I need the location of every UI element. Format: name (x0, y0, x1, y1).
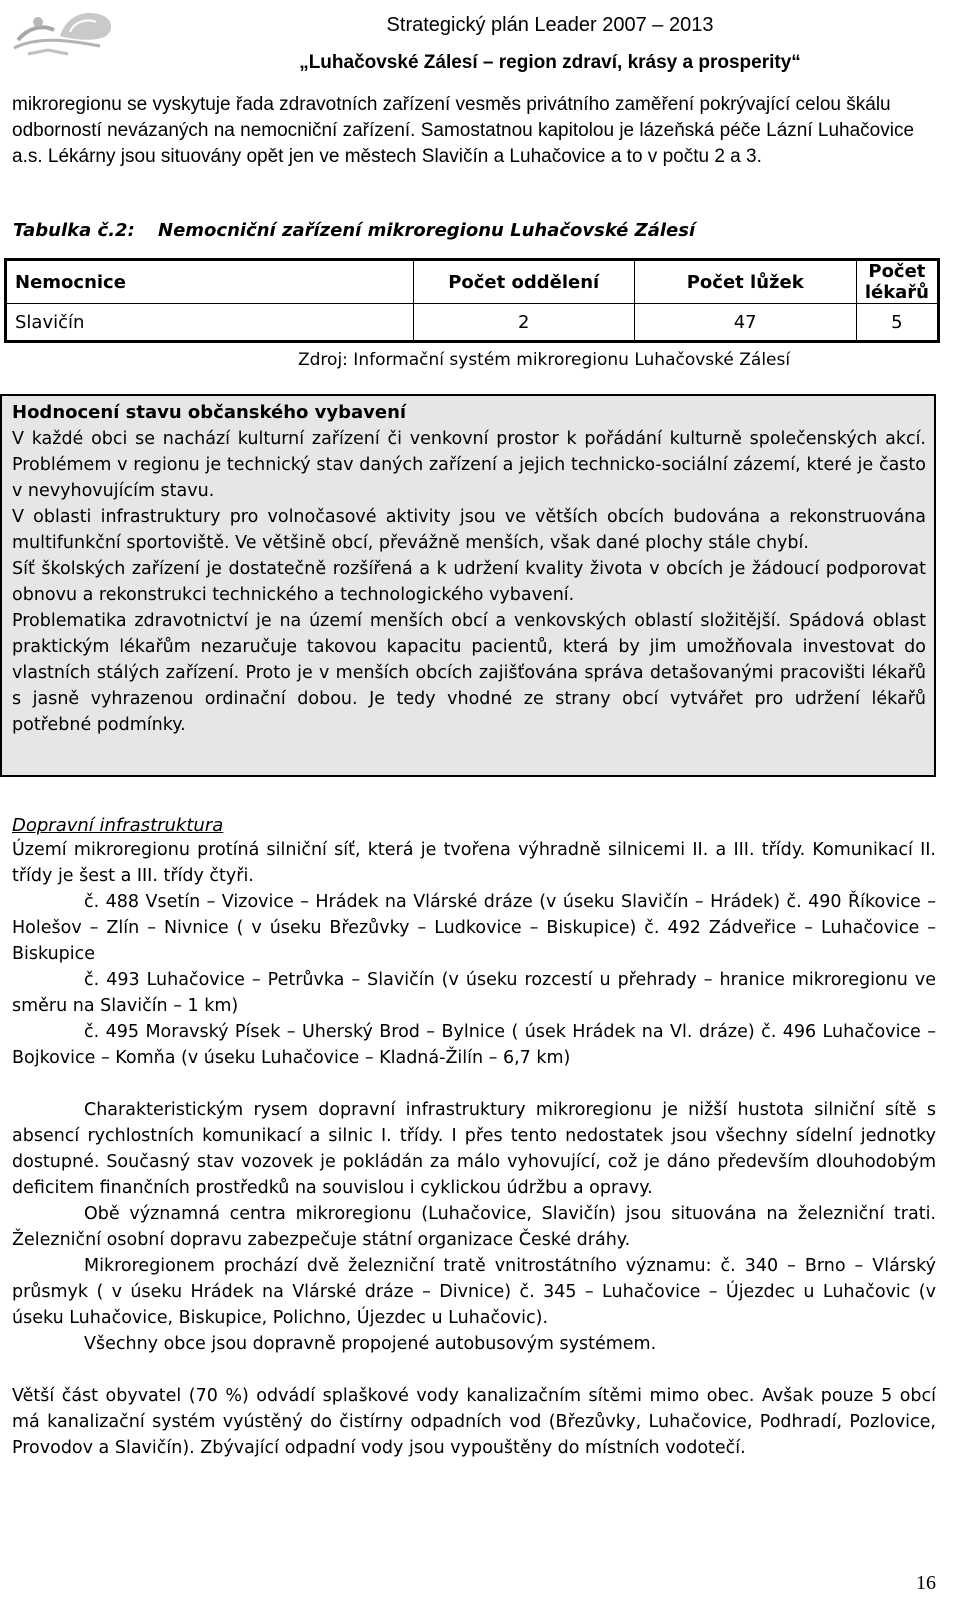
box-paragraph: V každé obci se nachází kulturní zařízení či venkovní prostor k pořádání kulturně společenských akcí. Problémem v regionu je technický stav daných zařízení a jejich technicko-sociální zázemí, které je často v nevyhovujícím stavu. (12, 429, 926, 501)
paragraph: Obě významná centra mikroregionu (Luhačovice, Slavičín) jsou situována na železniční trati. Železniční osobní dopravu zabezpečuje státní organizace České dráhy. (12, 1204, 936, 1250)
box-paragraph: Problematika zdravotnictví je na území menších obcí a venkovských oblastí složitější. Spádová oblast praktickým lékařům nezaručuje takovou kapacitu pacientů, která by jim umožňovala investovat do vlastních stálých zařízení. Proto je v menších obcích zajišťována správa detašovanými pracovišti lékařů s jasně vyhrazenou ordinační dobou. Je tedy vhodné ze strany obcí vytvářet pro udržení lékařů potřebné podmínky. (12, 611, 926, 735)
table-caption-title: Nemocniční zařízení mikroregionu Luhačovské Zálesí (158, 220, 696, 241)
table-header-cell: Počet lůžek (634, 260, 856, 304)
box-paragraph: Síť školských zařízení je dostatečně rozšířená a k udržení kvality života v obcích je žádoucí podporovat obnovu a rekonstrukci technického a technologického vybavení. (12, 559, 926, 605)
section-title-transport: Dopravní infrastruktura (12, 815, 224, 836)
table-caption-label: Tabulka č.2: (13, 220, 135, 241)
table-header-cell: Počet oddělení (413, 260, 634, 304)
table-cell: Slavičín (6, 304, 414, 342)
paragraph: Větší část obyvatel (70 %) odvádí splaškové vody kanalizačním sítěmi mimo obec. Avšak pouze 5 obcí má kanalizační systém vyústěný do čistírny odpadních vod (Březůvky, Luhačovice, Podhradí, Pozlovice, Provodov a Slavičín). Zbývající odpadní vody jsou vypouštěny do místních vodotečí. (12, 1386, 936, 1458)
page-number: 16 (916, 1572, 936, 1594)
header-subtitle: „Luhačovské Zálesí – region zdraví, krásy a prosperity“ (299, 52, 801, 73)
table-cell: 5 (856, 304, 938, 342)
table-row (6, 304, 939, 342)
paragraph: č. 488 Vsetín – Vizovice – Hrádek na Vlárské dráze (v úseku Slavičín – Hrádek) č. 490 Říkovice – Holešov – Zlín – Nivnice ( v úseku Březůvky – Ludkovice – Biskupice) č. 492 Zádveřice – Luhačovice – Biskupice (12, 892, 936, 964)
transport-text (12, 837, 936, 1461)
box-paragraph: V oblasti infrastruktury pro volnočasové aktivity jsou ve větších obcích budována a rekonstruována multifunkční sportoviště. Ve většině obcí, převážně menších, však dané plochy stále chybí. (12, 507, 926, 553)
paragraph: Mikroregionem prochází dvě železniční tratě vnitrostátního významu: č. 340 – Brno – Vlárský průsmyk ( v úseku Hrádek na Vlárské dráze – Divnice) č. 345 – Luhačovice – Újezdec u Luhačovic (v úseku Luhačovice, Biskupice, Polichno, Újezdec u Luhačovic). (12, 1256, 936, 1328)
table-header-row (6, 260, 939, 304)
table-cell: 2 (413, 304, 634, 342)
header-title: Strategický plán Leader 2007 – 2013 (386, 14, 714, 36)
box-title: Hodnocení stavu občanského vybavení (12, 402, 407, 423)
paragraph: Území mikroregionu protíná silniční síť, která je tvořena výhradně silnicemi II. a III. třídy. Komunikací II. třídy je šest a III. třídy čtyři. (12, 840, 936, 886)
hospital-table (4, 258, 940, 343)
paragraph: č. 493 Luhačovice – Petrůvka – Slavičín (v úseku rozcestí u přehrady – hranice mikroregionu ve směru na Slavičín – 1 km) (12, 970, 936, 1016)
paragraph: Charakteristickým rysem dopravní infrastruktury mikroregionu je nižší hustota silniční sítě s absencí rychlostních komunikací a silnic I. třídy. I přes tento nedostatek jsou všechny sídelní jednotky dostupné. Současný stav vozovek je pokládán za málo vyhovující, což je dáno především dlouhodobým deficitem finančních prostředků na souvislou i cyklickou údržbu a opravy. (12, 1100, 936, 1198)
table-header-cell: Nemocnice (6, 260, 414, 304)
box-text (12, 426, 926, 738)
leader-logo-icon (8, 6, 128, 58)
table-cell: 47 (634, 304, 856, 342)
table-source: Zdroj: Informační systém mikroregionu Luhačovské Zálesí (298, 350, 791, 370)
table-header-cell: Počet lékařů (856, 260, 938, 304)
intro-paragraph: mikroregionu se vyskytuje řada zdravotních zařízení vesměs privátního zaměření pokrývající celou škálu odborností nevázaných na nemocniční zařízení. Samostatnou kapitolou je lázeňská péče Lázní Luhačovice a.s. Lékárny jsou situovány opět jen ve městech Slavičín a Luhačovice a to v počtu 2 a 3. (12, 94, 915, 167)
paragraph: č. 495 Moravský Písek – Uherský Brod – Bylnice ( úsek Hrádek na Vl. dráze) č. 496 Luhačovice – Bojkovice – Komňa (v úseku Luhačovice – Kladná-Žilín – 6,7 km) (12, 1022, 936, 1068)
paragraph: Všechny obce jsou dopravně propojené autobusovým systémem. (84, 1334, 657, 1354)
